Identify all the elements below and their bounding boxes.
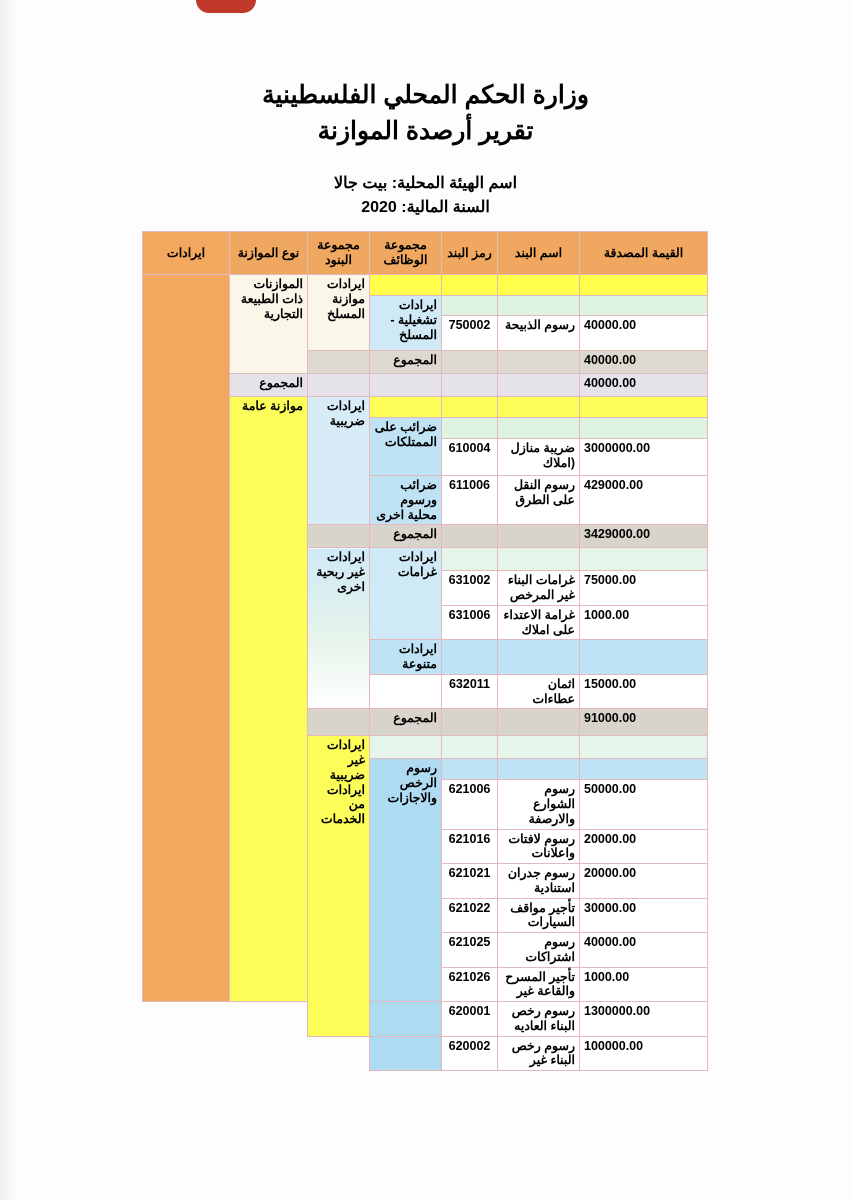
value-cell: 100000.00 <box>580 1036 708 1071</box>
spacer-cell <box>580 275 708 296</box>
function-group-licenses-permits: رسوم الرخص والاجازات <box>370 759 442 1002</box>
header-budget-type: نوع الموازنة <box>230 232 308 275</box>
spacer-cell <box>580 736 708 759</box>
spacer-cell <box>370 1036 442 1071</box>
item-group-nontax-services: ايرادات غير ضريبية ايرادات من الخدمات <box>308 736 370 1036</box>
item-code-cell: 621006 <box>442 780 498 829</box>
total-label: المجموع <box>370 709 442 736</box>
item-name-cell: غرامة الاعتداء على املاك <box>498 605 580 640</box>
item-code-cell: 610004 <box>442 439 498 476</box>
item-code-cell: 632011 <box>442 674 498 709</box>
spacer-cell <box>498 548 580 571</box>
spacer-cell <box>498 374 580 397</box>
revenues-side-band <box>143 275 230 1002</box>
spacer-cell <box>370 1002 442 1037</box>
spacer-cell <box>498 397 580 418</box>
value-cell: 1000.00 <box>580 967 708 1002</box>
scan-artifact <box>196 0 256 13</box>
spacer-cell <box>308 525 370 548</box>
table-row <box>143 1002 708 1037</box>
function-group-property-taxes: ضرائب على الممتلكات <box>370 418 442 476</box>
item-name-cell: رسوم رخص البناء غير <box>498 1036 580 1071</box>
spacer-cell <box>370 374 442 397</box>
total-value: 91000.00 <box>580 709 708 736</box>
item-name-cell: رسوم رخص البناء العاديه <box>498 1002 580 1037</box>
item-group-tax-revenues: ايرادات ضريبية <box>308 397 370 525</box>
item-name-cell: رسوم جدران استنادية <box>498 864 580 899</box>
spacer-cell <box>498 709 580 736</box>
item-code-cell: 620001 <box>442 1002 498 1037</box>
grand-total-label: المجموع <box>230 374 308 397</box>
spacer-cell <box>442 374 498 397</box>
item-name-cell: اثمان عطاءات <box>498 674 580 709</box>
spacer-cell <box>442 397 498 418</box>
total-label: المجموع <box>370 351 442 374</box>
fiscal-year: السنة المالية: 2020 <box>361 199 490 216</box>
table-row <box>143 1036 708 1071</box>
spacer-cell <box>580 759 708 780</box>
item-code-cell: 621026 <box>442 967 498 1002</box>
title-line-2: تقرير أرصدة الموازنة <box>317 116 534 145</box>
header-item-name: اسم البند <box>498 232 580 275</box>
document-meta <box>0 172 851 220</box>
header-item-group: مجموعة البنود <box>308 232 370 275</box>
spacer-cell <box>442 275 498 296</box>
function-group-fines: ايرادات غرامات <box>370 548 442 640</box>
value-cell: 15000.00 <box>580 674 708 709</box>
item-name-cell: غرامات البناء غير المرخص <box>498 571 580 606</box>
budget-type-general: موازنة عامة <box>230 397 308 1002</box>
table-row <box>143 275 708 296</box>
spacer-cell <box>498 736 580 759</box>
spacer-cell <box>580 548 708 571</box>
function-group-local-transport-fees: ضرائب ورسوم محلية اخرى <box>370 476 442 525</box>
budget-type-commercial: الموازنات ذات الطبيعة التجارية <box>230 275 308 374</box>
spacer-cell <box>580 640 708 675</box>
spacer-cell <box>498 759 580 780</box>
spacer-cell <box>370 736 442 759</box>
spacer-cell <box>370 674 442 709</box>
spacer-cell <box>442 548 498 571</box>
spacer-cell <box>498 640 580 675</box>
item-code-cell: 621016 <box>442 829 498 864</box>
spacer-cell <box>442 759 498 780</box>
spacer-cell <box>442 525 498 548</box>
spacer-cell <box>498 296 580 316</box>
spacer-cell <box>498 351 580 374</box>
total-value: 40000.00 <box>580 351 708 374</box>
item-code-cell: 621025 <box>442 933 498 968</box>
spacer-cell <box>308 374 370 397</box>
title-line-1: وزارة الحكم المحلي الفلسطينية <box>262 81 589 109</box>
value-cell: 20000.00 <box>580 864 708 899</box>
spacer-cell <box>308 709 370 736</box>
spacer-cell <box>442 296 498 316</box>
spacer-cell <box>308 351 370 374</box>
spacer-cell <box>580 296 708 316</box>
spacer-cell <box>498 275 580 296</box>
budget-balances-table <box>143 231 708 1071</box>
total-label: المجموع <box>370 525 442 548</box>
value-cell: 50000.00 <box>580 780 708 829</box>
item-code-cell: 631002 <box>442 571 498 606</box>
spacer-cell <box>498 525 580 548</box>
total-value: 3429000.00 <box>580 525 708 548</box>
spacer-cell <box>442 418 498 439</box>
value-cell: 75000.00 <box>580 571 708 606</box>
value-cell: 40000.00 <box>580 933 708 968</box>
value-cell: 20000.00 <box>580 829 708 864</box>
header-item-code: رمز البند <box>442 232 498 275</box>
value-cell: 40000.00 <box>580 316 708 351</box>
spacer-cell <box>442 709 498 736</box>
value-cell: 3000000.00 <box>580 439 708 476</box>
item-code-cell: 621021 <box>442 864 498 899</box>
value-cell: 1300000.00 <box>580 1002 708 1037</box>
function-group-operating-slaughterhouse: ايرادات تشغيلية - المسلخ <box>370 296 442 351</box>
item-group-other-nonprofit: ايرادات غير ربحية اخرى <box>308 548 370 709</box>
item-code-cell: 611006 <box>442 476 498 525</box>
item-code-cell: 750002 <box>442 316 498 351</box>
document-title <box>0 78 851 149</box>
item-name-cell: تأجير المسرح والقاعة غير <box>498 967 580 1002</box>
item-name-cell: رسوم الشوارع والارصفة <box>498 780 580 829</box>
item-name-cell: رسوم النقل على الطرق <box>498 476 580 525</box>
spacer-cell <box>442 736 498 759</box>
item-name-cell: رسوم لافتات واعلانات <box>498 829 580 864</box>
spacer-cell <box>370 275 442 296</box>
item-code-cell: 621022 <box>442 898 498 933</box>
header-revenues: ايرادات <box>143 232 230 275</box>
spacer-cell <box>442 351 498 374</box>
spacer-cell <box>370 397 442 418</box>
value-cell: 429000.00 <box>580 476 708 525</box>
function-group-misc-revenues: ايرادات متنوعة <box>370 640 442 675</box>
item-group-slaughterhouse: ايرادات موازنة المسلخ <box>308 275 370 351</box>
item-name-cell: رسوم اشتراكات <box>498 933 580 968</box>
item-name-cell: رسوم الذبيحة <box>498 316 580 351</box>
item-code-cell: 620002 <box>442 1036 498 1071</box>
header-approved-value: القيمة المصدقة <box>580 232 708 275</box>
grand-total-value: 40000.00 <box>580 374 708 397</box>
table <box>142 231 708 1071</box>
spacer-cell <box>580 397 708 418</box>
spacer-cell <box>580 418 708 439</box>
spacer-cell <box>498 418 580 439</box>
header-function-group: مجموعة الوظائف <box>370 232 442 275</box>
value-cell: 30000.00 <box>580 898 708 933</box>
item-name-cell: تأجير مواقف السيارات <box>498 898 580 933</box>
value-cell: 1000.00 <box>580 605 708 640</box>
item-name-cell: ضريبة منازل (املاك <box>498 439 580 476</box>
spacer-cell <box>442 640 498 675</box>
authority-name: اسم الهيئة المحلية: بيت جالا <box>333 175 518 192</box>
table-header-row <box>143 232 708 275</box>
item-code-cell: 631006 <box>442 605 498 640</box>
